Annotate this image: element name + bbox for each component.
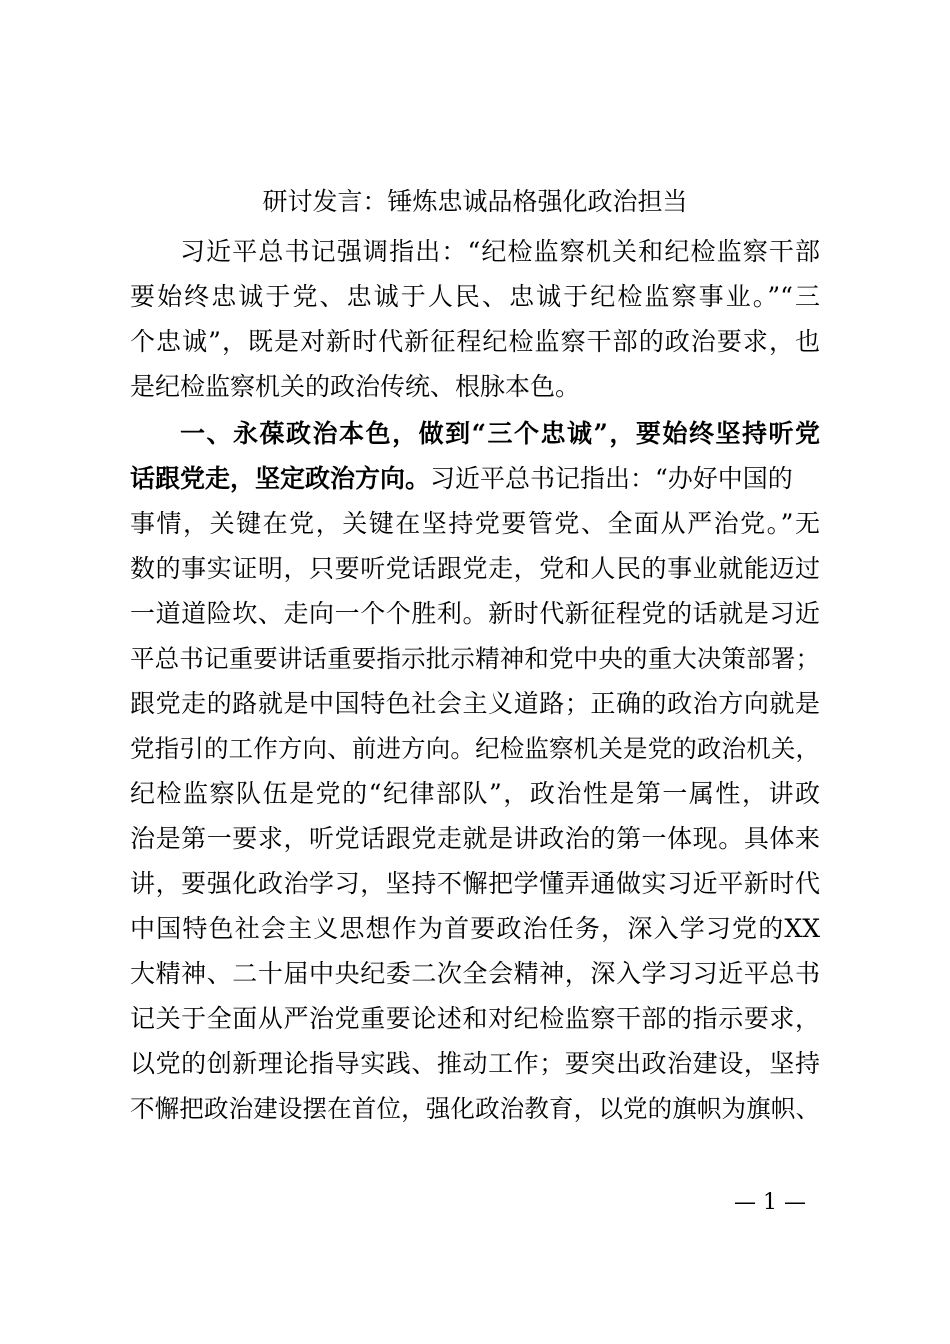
document-title: 研讨发言：锤炼忠诚品格强化政治担当 — [262, 187, 688, 216]
paragraph-line: 党指引的工作方向、前进方向。纪检监察机关是党的政治机关， — [130, 734, 820, 763]
section-heading-text: 话跟党走，坚定政治方向。 — [130, 464, 431, 493]
page-number: — 1 — — [734, 1190, 806, 1215]
paragraph-line: 以党的创新理论指导实践、推动工作；要突出政治建设，坚持 — [130, 1049, 820, 1078]
paragraph-line: 跟党走的路就是中国特色社会主义道路；正确的政治方向就是 — [130, 689, 820, 718]
paragraph-line: 平总书记重要讲话重要指示批示精神和党中央的重大决策部署； — [130, 644, 820, 673]
paragraph-line: 纪检监察队伍是党的“纪律部队”，政治性是第一属性，讲政 — [130, 779, 820, 808]
section-heading-line: 一、永葆政治本色，做到“三个忠诚”，要始终坚持听党 — [180, 419, 820, 448]
paragraph-line: 治是第一要求，听党话跟党走就是讲政治的第一体现。具体来 — [130, 824, 820, 853]
paragraph-line: 记关于全面从严治党重要论述和对纪检监察干部的指示要求， — [130, 1004, 820, 1033]
paragraph-line: 要始终忠诚于党、忠诚于人民、忠诚于纪检监察事业。”“三 — [130, 282, 820, 311]
paragraph-line: 习近平总书记强调指出：“纪检监察机关和纪检监察干部 — [180, 237, 820, 266]
paragraph-line: 不懈把政治建设摆在首位，强化政治教育，以党的旗帜为旗帜、 — [130, 1094, 820, 1123]
paragraph-line-mixed — [130, 458, 820, 500]
paragraph-line: 事情，关键在党，关键在坚持党要管党、全面从严治党。”无 — [130, 509, 820, 538]
paragraph-line: 是纪检监察机关的政治传统、根脉本色。 — [130, 372, 581, 401]
paragraph-text: 习近平总书记指出：“办好中国的 — [430, 464, 793, 493]
paragraph-line: 大精神、二十届中央纪委二次全会精神，深入学习习近平总书 — [130, 959, 820, 988]
paragraph-line: 讲，要强化政治学习，坚持不懈把学懂弄通做实习近平新时代 — [130, 869, 820, 898]
paragraph-line: 数的事实证明，只要听党话跟党走，党和人民的事业就能迈过 — [130, 554, 820, 583]
paragraph-line: 中国特色社会主义思想作为首要政治任务，深入学习党的XX — [130, 914, 820, 943]
paragraph-line: 一道道险坎、走向一个个胜利。新时代新征程党的话就是习近 — [130, 599, 820, 628]
paragraph-line: 个忠诚”，既是对新时代新征程纪检监察干部的政治要求，也 — [130, 327, 820, 356]
